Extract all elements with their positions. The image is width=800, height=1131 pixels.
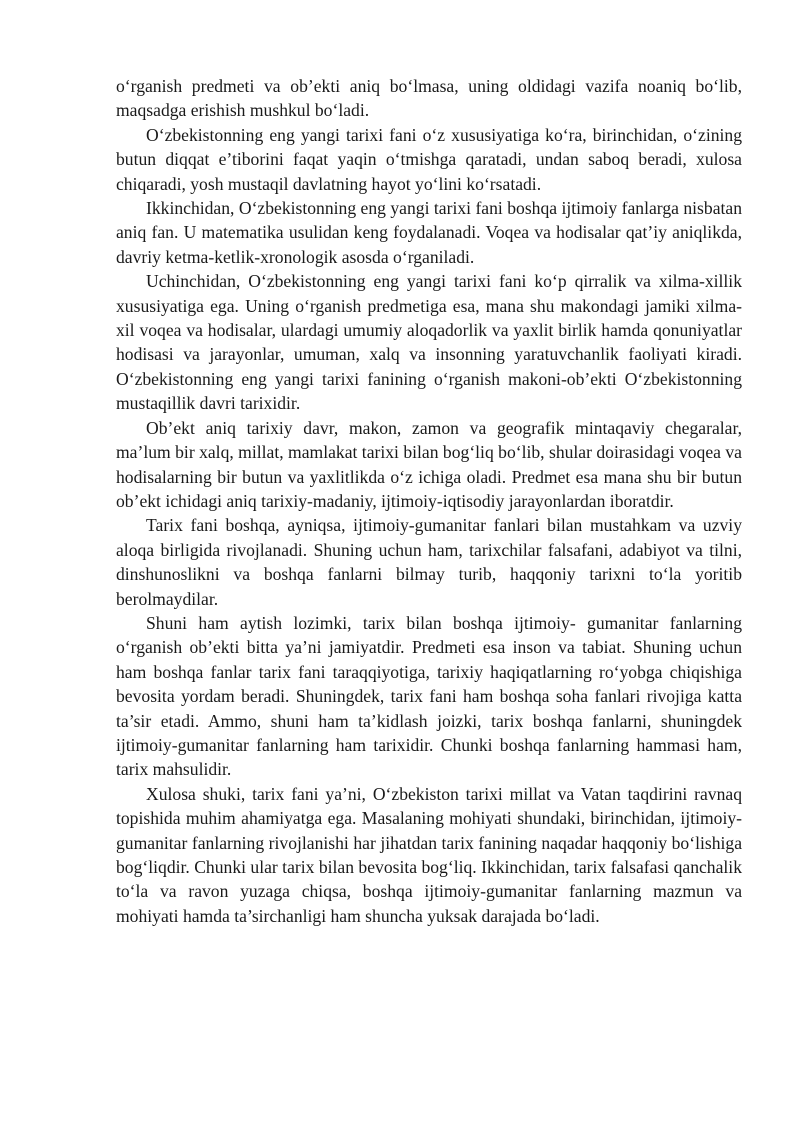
paragraph-continuation: o‘rganish predmeti va ob’ekti aniq bo‘lmasa, uning oldidagi vazifa noaniq bo‘lib, maqsadga erishish mushkul bo‘ladi. bbox=[116, 76, 742, 121]
paragraph-related-sciences: Tarix fani boshqa, ayniqsa, ijtimoiy-gumanitar fanlari bilan mustahkam va uzviy aloqa birligida rivojlanadi. Shuning uchun ham, tarixchilar falsafani, adabiyot va tilni, dinshunoslikni va boshqa fanlarni bilmay turib, haqqoniy tarixni to‘la yoritib berolmaydilar. bbox=[116, 515, 742, 609]
paragraph-conclusion: Xulosa shuki, tarix fani ya’ni, O‘zbekiston tarixi millat va Vatan taqdirini ravnaq topishida muhim ahamiyatga ega. Masalaning mohiyati shundaki, birinchidan, ijtimoiy-gumanitar fanlarning rivojlanishi har jihatdan tarix fanining naqadar haqqoniy bo‘lishiga bog‘liqdir. Chunki ular tarix bilan bevosita bog‘liq. Ikkinchidan, tarix falsafasi qanchalik to‘la va ravon yuzaga chiqsa, boshqa ijtimoiy-gumanitar fanlarning mazmun va mohiyati hamda ta’sirchanligi ham shuncha yuksak darajada bo‘ladi. bbox=[116, 783, 742, 926]
paragraph-second-feature: Ikkinchidan, O‘zbekistonning eng yangi tarixi fani boshqa ijtimoiy fanlarga nisbatan aniq fan. U matematika usulidan keng foydalanadi. Voqea va hodisalar qat’iy aniqlikda, davriy ketma-ketlik-xronologik asosda o‘rganiladi. bbox=[116, 198, 742, 267]
paragraph-third-feature: Uchinchidan, O‘zbekistonning eng yangi tarixi fani ko‘p qirralik va xilma-xillik xususiyatiga ega. Uning o‘rganish predmetiga esa, mana shu makondagi jamiki xilma-xil voqea va hodisalar, ulardagi umumiy aloqadorlik va yaxlit birlik hamda qonuniyatlar hodisasi va jarayonlar, umuman, xalq va insonning yaratuvchanlik faoliyati kiradi. O‘zbekistonning eng yangi tarixi fanining o‘rganish makoni-ob’ekti O‘zbekistonning mustaqillik davri tarixidir. bbox=[116, 271, 742, 414]
paragraph-common-object: Shuni ham aytish lozimki, tarix bilan boshqa ijtimoiy- gumanitar fanlarning o‘rganish ob’ekti bitta ya’ni jamiyatdir. Predmeti esa inson va tabiat. Shuning uchun ham boshqa fanlar tarix fani taraqqiyotiga, tarixiy haqiqatlarning ro‘yobga chiqishiga bevosita yordam beradi. Shuningdek, tarix fani ham boshqa soha fanlari rivojiga katta ta’sir etadi. Ammo, shuni ham ta’kidlash joizki, tarix boshqa fanlarni, shuningdek ijtimoiy-gumanitar fanlarning ham tarixidir. Chunki boshqa fanlarning hammasi ham, tarix mahsulidir. bbox=[116, 612, 742, 780]
paragraph-object-definition: Ob’ekt aniq tarixiy davr, makon, zamon va geografik mintaqaviy chegaralar, ma’lum bir xalq, millat, mamlakat tarixi bilan bog‘liq bo‘lib, shular doirasidagi voqea va hodisalarning bir butun va yaxlitlikda o‘z ichiga oladi. Predmet esa mana shu bir butun ob’ekt ichidagi aniq tarixiy-madaniy, ijtimoiy-iqtisodiy jarayonlardan iboratdir. bbox=[116, 417, 742, 511]
document-body bbox=[116, 74, 742, 928]
paragraph-first-feature: O‘zbekistonning eng yangi tarixi fani o‘z xususiyatiga ko‘ra, birinchidan, o‘zining butun diqqat e’tiborini faqat yaqin o‘tmishga qaratadi, undan saboq beradi, xulosa chiqaradi, yosh mustaqil davlatning hayot yo‘lini ko‘rsatadi. bbox=[116, 124, 742, 194]
